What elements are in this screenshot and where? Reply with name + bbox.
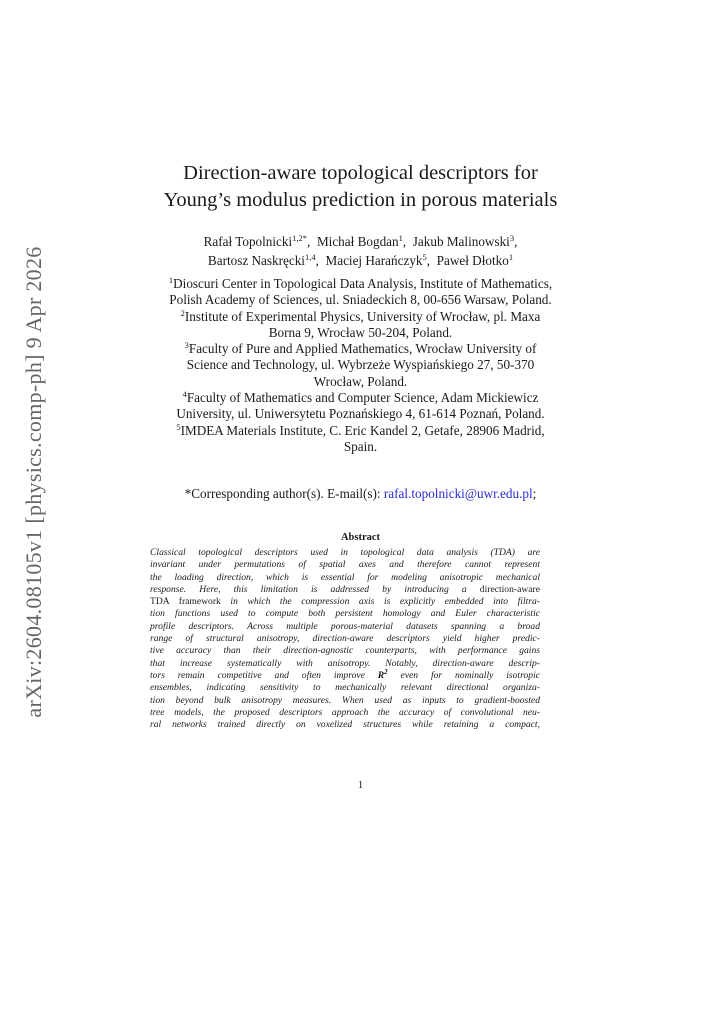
affiliation-list <box>0 276 721 455</box>
r-squared-exponent: 2 <box>384 667 388 676</box>
abstract-line: invariant under permutations of spatial axes and therefore cannot represent <box>150 559 540 571</box>
abstract-line: Classical topological descriptors used in topological data analysis (TDA) are <box>150 547 540 558</box>
abstract-line: the loading direction, which is essential for modeling anisotropic mechanical <box>150 571 540 583</box>
corresponding-author <box>0 486 721 502</box>
author-affiliation-mark: 1,4 <box>304 252 316 262</box>
arxiv-identifier-stamp: arXiv:2604.08105v1 [physics.comp-ph] 9 Apr 2026 <box>21 246 46 718</box>
author-affiliation-mark: 1 <box>508 252 514 262</box>
author-name: Jakub Malinowski <box>412 234 510 249</box>
abstract-line: tree models, the proposed descriptors approach the accuracy of convolutional neu- <box>150 706 540 718</box>
author-name: Maciej Harańczyk <box>325 253 423 268</box>
r-squared-base: R <box>377 669 385 681</box>
abstract-text: in which the compression axis is explicitly embedded into filtra- <box>220 596 540 608</box>
abstract-emphasis: TDA framework <box>150 596 221 608</box>
affiliation-line: University, ul. Uniwersytetu Poznańskiego 4, 61-614 Poznań, Poland. <box>176 406 545 422</box>
affiliation-number: 5 <box>176 421 181 432</box>
author-affiliation-mark: 5 <box>422 252 427 262</box>
affiliation-text: Institute of Experimental Physics, University of Wrocław, pl. Maxa <box>184 308 541 324</box>
author-list <box>0 232 721 270</box>
abstract-line: profile descriptors. Across multiple porous-material datasets spanning a broad <box>150 620 540 632</box>
affiliation-line <box>0 341 721 357</box>
abstract-line <box>150 667 540 682</box>
author-name: Paweł Dłotko <box>436 253 509 268</box>
abstract-line: tion functions used to compute both persistent homology and Euler characteristic <box>150 608 540 620</box>
affiliation-number: 2 <box>180 307 185 318</box>
abstract-line: that increase systematically with anisotropy. Notably, direction-aware descrip- <box>150 657 540 669</box>
title-line: Young’s modulus prediction in porous materials <box>163 189 558 211</box>
title-line: Direction-aware topological descriptors for <box>183 162 538 184</box>
affiliation-text: Faculty of Pure and Applied Mathematics, Wrocław University of <box>188 341 537 357</box>
abstract-line: ensembles, indicating sensitivity to mechanically relevant directional organiza- <box>150 682 540 694</box>
abstract-line: tive accuracy than their direction-agnostic counterparts, with performance gains <box>150 645 540 657</box>
affiliation-line: Borna 9, Wrocław 50-204, Poland. <box>268 324 453 340</box>
affiliation-line: Polish Academy of Sciences, ul. Sniadeckich 8, 00-656 Warsaw, Poland. <box>169 292 552 308</box>
author-name: Michał Bogdan <box>316 234 399 249</box>
affiliation-line <box>0 309 721 325</box>
page-number: 1 <box>357 779 364 791</box>
abstract-text: response. Here, this limitation is addressed by introducing a <box>150 583 480 595</box>
affiliation-number: 3 <box>184 340 189 351</box>
paper-title <box>0 160 721 214</box>
author-name: Rafał Topolnicki <box>203 234 293 249</box>
abstract-heading: Abstract <box>340 532 381 543</box>
affiliation-text: Faculty of Mathematics and Computer Science, Adam Mickiewicz <box>186 390 539 406</box>
abstract-line: tion beyond bulk anisotropy measures. When used as inputs to gradient-boosted <box>150 694 540 706</box>
author-name: Bartosz Naskręcki <box>207 253 305 268</box>
corresponding-email-link[interactable]: rafal.topolnicki@uwr.edu.pl <box>383 486 533 501</box>
affiliation-line <box>0 276 721 292</box>
affiliation-text: IMDEA Materials Institute, C. Eric Kandel 2, Getafe, 28906 Madrid, <box>180 422 545 438</box>
abstract-emphasis: direction-aware <box>479 583 540 595</box>
abstract-line: range of structural anisotropy, direction-aware descriptors yield higher predic- <box>150 633 540 645</box>
affiliation-text: Dioscuri Center in Topological Data Analysis, Institute of Mathematics, <box>173 276 553 291</box>
affiliation-line: Science and Technology, ul. Wybrzeże Wyspiańskiego 27, 50-370 <box>186 357 535 373</box>
affiliation-line <box>0 423 721 439</box>
affiliation-line: Spain. <box>343 438 378 454</box>
corresponding-suffix: ; <box>532 486 537 501</box>
abstract-text: tors remain competitive and often improve <box>150 669 378 681</box>
abstract-line: ral networks trained directly on voxelized structures while retaining a compact, <box>150 719 540 731</box>
abstract-line <box>150 584 540 596</box>
author-affiliation-mark: 1 <box>398 233 403 243</box>
abstract-line <box>150 596 540 608</box>
r-squared-symbol <box>377 667 388 681</box>
author-affiliation-mark: 3 <box>509 233 515 243</box>
affiliation-line <box>0 390 721 406</box>
author-affiliation-mark: 1,2* <box>292 233 308 243</box>
author-line: Bartosz Naskręcki$^{1,4}$, Maciej Harańczyk$^5$, Paweł Dłotko$^1$ <box>207 252 514 268</box>
affiliation-number: 1 <box>168 275 174 285</box>
abstract-body <box>150 547 540 731</box>
author-line: Rafał Topolnicki$^{1,2*}$, Michał Bogdan$^1$, Jakub Malinowski$^3$, <box>203 233 518 249</box>
corresponding-label: *Corresponding author(s). E-mail(s): <box>184 486 384 501</box>
affiliation-line: Wrocław, Poland. <box>313 373 408 389</box>
abstract-text: even for nominally isotropic <box>387 669 540 681</box>
affiliation-number: 4 <box>182 389 187 400</box>
